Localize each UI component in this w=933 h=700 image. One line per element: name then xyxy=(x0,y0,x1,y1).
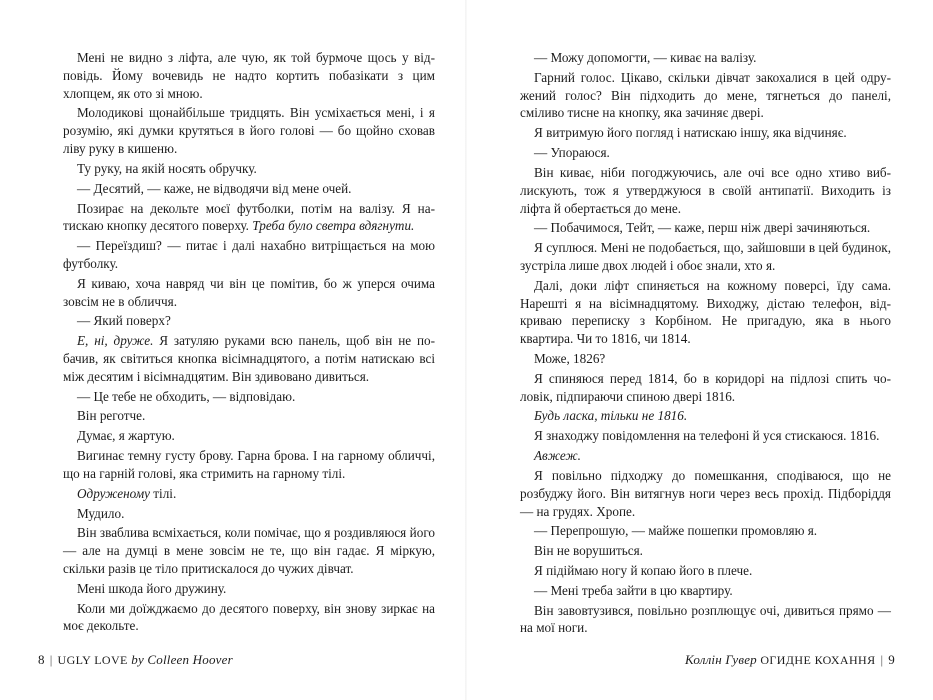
paragraph-text: Я затуляю руками всю панель, щоб він не побачив, як світиться кнопка вісімнадцятого, а потім натискаю всі між десятим і вісімнадцятим. Він здивовано дивиться. xyxy=(63,333,435,384)
paragraph-text: Молодикові щонайбільше тридцять. Він усміхається мені, і я розумію, які думки крутяться в його голові — бо щойно сховав ліву руку в кишеню. xyxy=(63,105,435,157)
paragraph xyxy=(63,580,435,598)
paragraph xyxy=(520,427,891,445)
paragraph-text: Він киває, ніби погоджуючись, але очі все одно хтиво виблискують, тож я утверджуюся в своїй антипатії. Виходить із ліфта й обертається до мене. xyxy=(520,164,891,216)
paragraph xyxy=(520,164,891,217)
right-page-footer xyxy=(685,652,895,668)
paragraph-text: — Можу допомогти, — киває на валізу. xyxy=(534,50,757,65)
paragraph xyxy=(520,370,891,406)
paragraph-text: Я знаходжу повідомлення на телефоні й уся стискаюся. 1816. xyxy=(534,428,880,444)
paragraph-text: Ту руку, на якій носять обручку. xyxy=(77,160,257,176)
paragraph xyxy=(520,542,891,560)
right-page xyxy=(467,0,933,700)
paragraph xyxy=(520,239,891,275)
italic-text: Е, ні, друже. xyxy=(77,333,154,349)
paragraph-text: Я повільно підходжу до помешкання, сподіваюся, що не розбуджу його. Він витягнув ноги через весь прохід. Підборіддя — на грудях. Хропе. xyxy=(520,467,891,519)
page-number: 9 xyxy=(888,652,895,667)
paragraph xyxy=(520,407,891,425)
paragraph xyxy=(63,49,435,102)
paragraph xyxy=(520,467,891,520)
italic-text: Авжеж. xyxy=(534,448,581,464)
paragraph-text: Він завовтузився, повільно розплющує очі, дивиться прямо — на мої ноги. xyxy=(520,602,891,636)
paragraph xyxy=(63,332,435,385)
paragraph-text: Я витримую його погляд і натискаю іншу, яка відчиняє. xyxy=(534,125,847,141)
paragraph xyxy=(63,485,435,503)
paragraph xyxy=(520,144,891,162)
running-title: UGLY LOVE xyxy=(57,653,128,667)
paragraph-text: — Побачимося, Тейт, — каже, перш ніж двері зачиняються. xyxy=(534,220,871,236)
paragraph xyxy=(520,277,891,348)
paragraph xyxy=(63,388,435,406)
paragraph xyxy=(520,582,891,600)
page-number: 8 xyxy=(38,652,45,667)
paragraph-text: Він реготче. xyxy=(77,408,146,424)
paragraph xyxy=(63,104,435,157)
paragraph xyxy=(520,350,891,368)
paragraph xyxy=(63,524,435,577)
paragraph-text: Мені шкода його дружину. xyxy=(77,580,227,596)
paragraph xyxy=(63,180,435,198)
paragraph-text: Коли ми доїжджаємо до десятого поверху, він знову зиркає на моє декольте. xyxy=(63,600,435,634)
paragraph-text: Мені не видно з ліфта, але чую, як той бурмоче щось у відповідь. Йому вочевидь не надто кортить побазікати з цим хлопцем, як ото зі мною. xyxy=(63,50,435,101)
paragraph-text: — Який поверх? xyxy=(77,313,171,329)
paragraph-text: Він не ворушиться. xyxy=(534,543,643,559)
paragraph xyxy=(63,407,435,425)
paragraph xyxy=(63,312,435,330)
paragraph-text: Мудило. xyxy=(77,505,125,521)
left-page-footer xyxy=(38,652,233,668)
paragraph-text: Я підіймаю ногу й копаю його в плече. xyxy=(534,562,753,578)
paragraph-text: Думає, я жартую. xyxy=(77,428,175,444)
paragraph-text: Він зваблива всміхається, коли помічає, що я роздивляюся його — але на думці в мене зовсім не те, що він гадає. Я міркую, скільки разів це тіло притискалося до чужих дівчат. xyxy=(63,525,435,576)
paragraph-text: Може, 1826? xyxy=(534,351,606,366)
paragraph xyxy=(63,447,435,483)
paragraph-text: тілі. xyxy=(150,485,177,501)
left-page xyxy=(0,0,466,700)
paragraph-text: Далі, доки ліфт спиняється на кожному поверсі, їду сама. Нарешті я на вісімнадцятому. Виходжу, дістаю телефон, відкриваю переписку з Корбіном. Не пригадую, яка в нього квартира. Чи то 1816, чи 1814. xyxy=(520,277,891,347)
left-page-body xyxy=(63,49,435,637)
paragraph-text: — Мені треба зайти в цю квартиру. xyxy=(534,582,733,598)
paragraph xyxy=(520,124,891,142)
footer-separator: | xyxy=(49,652,53,667)
paragraph xyxy=(63,505,435,523)
running-author: Коллін Гувер xyxy=(684,652,757,667)
paragraph-text: — Десятий, — каже, не відводячи від мене очей. xyxy=(77,180,352,196)
paragraph xyxy=(63,237,435,273)
paragraph-text: Вигинає темну густу брову. Гарна брова. І на гарному обличчі, що на гарній голові, яка стримить на гарному тілі. xyxy=(63,448,435,481)
paragraph-text: Гарний голос. Цікаво, скільки дівчат закохалися в цей одружений голос? Він підходить до мене, тягнеться до панелі, сміливо тисне на кнопку, яка зачиняє двері. xyxy=(520,69,891,121)
paragraph-text: — Упораюся. xyxy=(534,145,610,161)
paragraph xyxy=(520,447,891,465)
footer-separator: | xyxy=(880,652,884,667)
paragraph xyxy=(63,600,435,636)
paragraph xyxy=(63,160,435,178)
italic-text: Одруженому xyxy=(77,485,150,501)
paragraph-text: Позирає на декольте моєї футболки, потім на валізу. Я натискаю кнопку десятого поверху. xyxy=(63,200,435,234)
paragraph xyxy=(520,522,891,540)
paragraph-text: Я спиняюся перед 1814, бо в коридорі на підлозі спить чоловік, підпираючи спиною двері 1816. xyxy=(520,370,891,404)
paragraph xyxy=(63,427,435,445)
paragraph xyxy=(520,219,891,237)
paragraph xyxy=(520,562,891,580)
paragraph-text: — Це тебе не обходить, — відповідаю. xyxy=(77,388,296,404)
italic-text: Будь ласка, тільки не 1816. xyxy=(534,408,688,424)
paragraph xyxy=(520,69,891,122)
paragraph-text: — Перепрошую, — майже пошепки промовляю я. xyxy=(534,523,818,539)
paragraph xyxy=(63,200,435,236)
italic-text: Треба було светра вдягнути. xyxy=(252,218,415,234)
right-page-body xyxy=(520,49,891,639)
paragraph-text: Я киваю, хоча навряд чи він це помітив, бо ж уперся очима зовсім не в обличчя. xyxy=(63,275,435,309)
paragraph-text: Я суплюся. Мені не подобається, що, зайшовши в цей будинок, зустріла лише двох людей і обоє знали, хто я. xyxy=(520,240,891,273)
paragraph xyxy=(520,602,891,638)
paragraph xyxy=(520,49,891,67)
paragraph xyxy=(63,275,435,311)
running-title: ОГИДНЕ КОХАННЯ xyxy=(760,653,876,667)
paragraph-text: — Переїздиш? — питає і далі нахабно витріщається на мою футболку. xyxy=(63,238,435,271)
running-byline: by Colleen Hoover xyxy=(131,652,233,667)
